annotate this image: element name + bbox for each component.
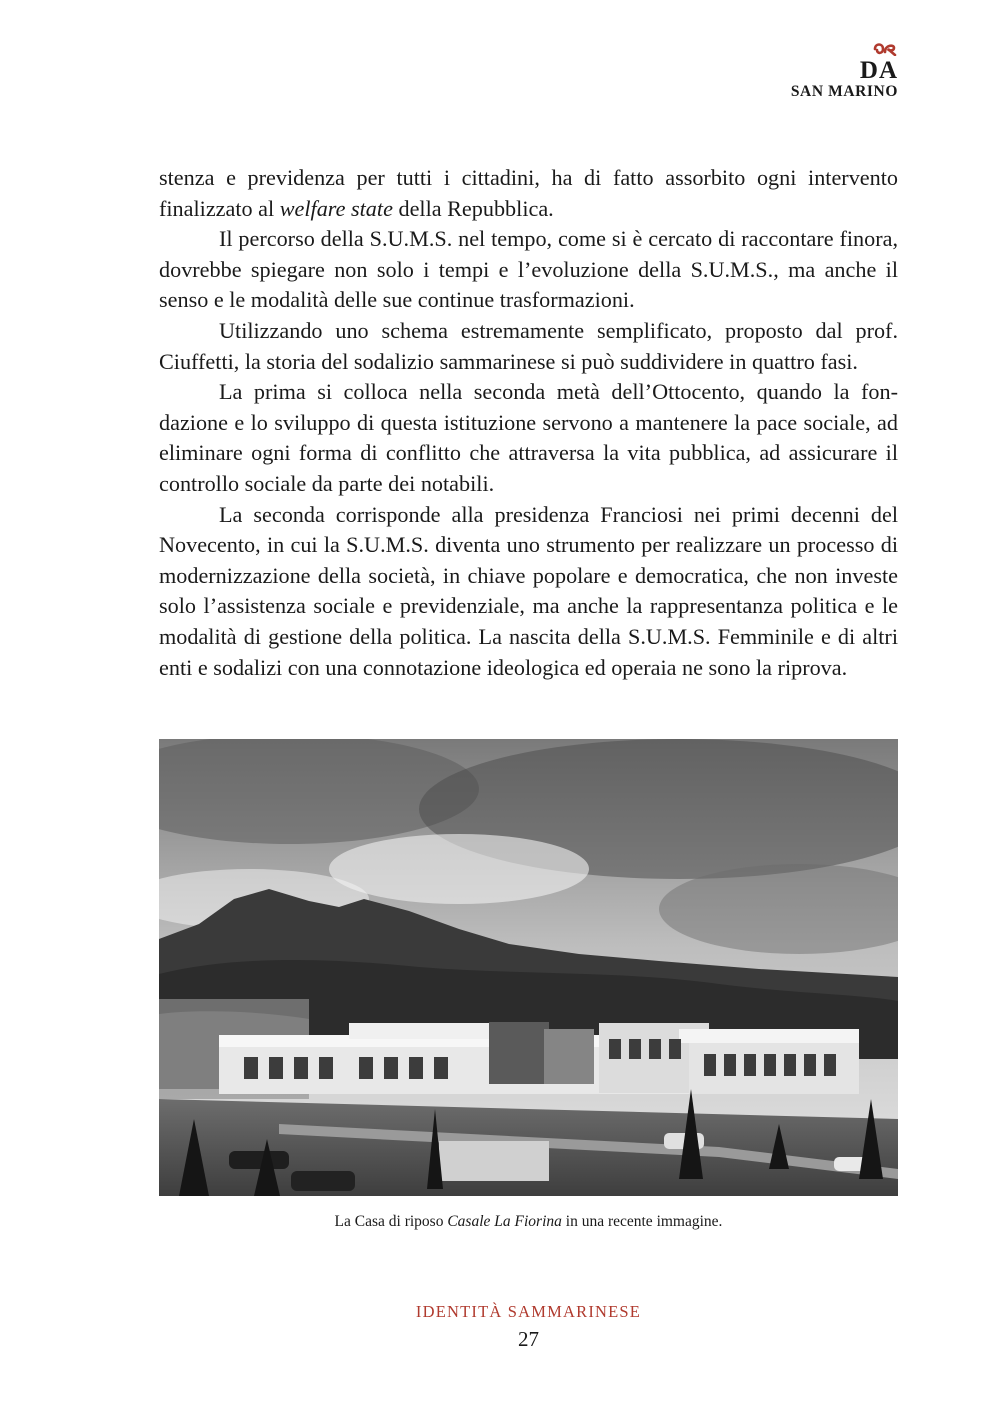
footer-title: IDENTITÀ SAMMARINESE bbox=[415, 1302, 642, 1321]
header-title: DA bbox=[859, 57, 898, 84]
header-subtitle: SAN MARINO bbox=[790, 83, 898, 100]
paragraph: Il percorso della S.U.M.S. nel tempo, come si è cercato di raccontare finora, dovrebbe spiegare non solo i tempi e l’evoluzione della S.U.M.S., ma anche il senso e le modalità delle sue continue trasformazioni. bbox=[159, 226, 898, 313]
ornament-icon bbox=[872, 40, 898, 56]
paragraph: stenza e previdenza per tutti i cittadini, ha di fatto assorbito ogni intervento finalizzato al welfare state della Repubblica. bbox=[159, 165, 898, 221]
page-number: 27 bbox=[518, 1327, 539, 1351]
paragraph: La prima si colloca nella seconda metà dell’Ottocento, quando la fondazione e lo sviluppo di questa istituzione servono a mantenere la pace sociale, ad eliminare ogni forma di conflitto che attraversa la vita pubblica, ad assicurare il controllo sociale da parte dei notabili. bbox=[159, 379, 898, 496]
header bbox=[698, 40, 898, 101]
paragraph: Utilizzando uno schema estremamente semplificato, proposto dal prof. Ciuffetti, la storia del sodalizio sammarinese si può suddividere in quattro fasi. bbox=[159, 317, 898, 374]
caption-italic: Casale La Fiorina bbox=[447, 1213, 562, 1230]
body-text bbox=[159, 163, 898, 683]
paragraph: La seconda corrisponde alla presidenza Franciosi nei primi decenni del Novecento, in cui la S.U.M.S. diventa uno strumento per realizzare un processo di modernizzazione della società, in chiave popolare e democratica, che non investe solo l’assistenza sociale e previdenziale, ma anche la rappresentanza politica e le modalità di gestione della politica. La nascita della S.U.M.S. Femminile e di altri enti e sodalizi con una connotazione ideologica ed operaia ne sono la riprova. bbox=[159, 501, 898, 680]
photo-caption: La Casa di riposo Casale La Fiorina in una recente immagine. bbox=[334, 1213, 723, 1230]
photo-casale-la-fiorina bbox=[159, 739, 898, 1196]
italic-term: welfare state bbox=[279, 195, 393, 221]
